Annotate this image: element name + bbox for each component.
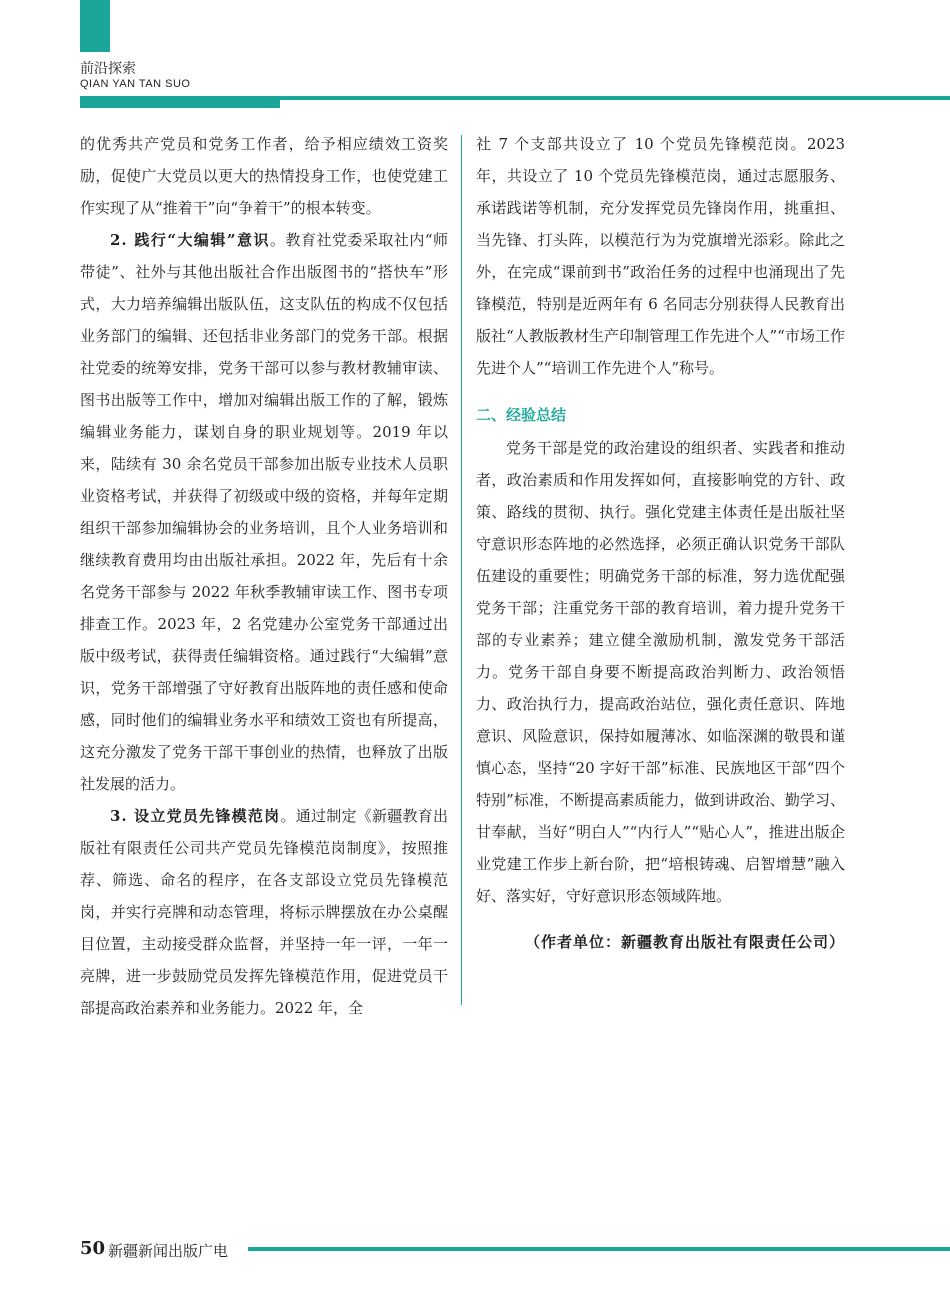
paragraph [80, 800, 448, 1024]
author-affiliation: （作者单位：新疆教育出版社有限责任公司） [524, 933, 845, 951]
paragraph: 社 7 个支部共设立了 10 个党员先锋模范岗。2023 年，共设立了 10 个党员先锋模范岗，通过志愿服务、承诺践诺等机制，充分发挥党员先锋岗作用，挑重担、当先锋、打头阵，以模范行为为党旗增光添彩。除此之外，在完成“课前到书”政治任务的过程中也涌现出了先锋模范，特别是近两年有 6 名同志分别获得人民教育出版社“人教版教材生产印制管理工作先进个人”“市场工作先进个人”“培训工作先进个人”称号。 [476, 135, 845, 377]
paragraph: 党务干部是党的政治建设的组织者、实践者和推动者，政治素质和作用发挥如何，直接影响党的方针、政策、路线的贯彻、执行。强化党建主体责任是出版社坚守意识形态阵地的必然选择，必须正确认识党务干部队伍建设的重要性；明确党务干部的标准，努力选优配强党务干部；注重党务干部的教育培训，着力提升党务干部的专业素养；建立健全激励机制，激发党务干部活力。党务干部自身要不断提高政治判断力、政治领悟力、政治执行力，提高政治站位，强化责任意识、阵地意识、风险意识，保持如履薄冰、如临深渊的敬畏和谨慎心态，坚持“20 字好干部”标准、民族地区干部“四个特别”标准，不断提高素质能力，做到讲政治、勤学习、甘奉献，当好“明白人”“内行人”“贴心人”，推进出版企业党建工作步上新台阶，把“培根铸魂、启智增慧”融入好、落实好，守好意识形态领域阵地。 [476, 439, 845, 905]
page-number: 50 [80, 1238, 106, 1259]
paragraph: 的优秀共产党员和党务工作者，给予相应绩效工资奖励，促使广大党员以更大的热情投身工作，也使党建工作实现了从“推着干”向“争着干”的根本转变。 [80, 135, 448, 217]
item-body: 。通过制定《新疆教育出版社有限责任公司共产党员先锋模范岗制度》，按照推荐、筛选、命名的程序，在各支部设立党员先锋模范岗，并实行亮牌和动态管理，将标示牌摆放在办公桌醒目位置，主动接受群众监督，并坚持一年一评，一年一亮牌，进一步鼓励党员发挥先锋模范作用，促进党员干部提高政治素养和业务能力。2022 年，全 [80, 807, 448, 1017]
paragraph [80, 224, 448, 800]
section-heading: 二、经验总结 [476, 406, 567, 424]
section-title-zh: 前沿探索 [80, 61, 136, 77]
item-body: 。教育社党委采取社内“师带徒”、社外与其他出版社合作出版图书的“搭快车”形式，大力培养编辑出版队伍，这支队伍的构成不仅包括业务部门的编辑、还包括非业务部门的党务干部。根据社党委的统筹安排，党务干部可以参与教材教辅审读、图书出版等工作中，增加对编辑出版工作的了解，锻炼编辑业务能力，谋划自身的职业规划等。2019 年以来，陆续有 30 余名党员干部参加出版专业技术人员职业资格考试，并获得了初级或中级的资格，并每年定期组织干部参加编辑协会的业务培训，且个人业务培训和继续教育费用均由出版社承担。2022 年，先后有十余名党务干部参与 2022 年秋季教辅审读工作、图书专项排查工作。2023 年，2 名党建办公室党务干部通过出版中级考试，获得责任编辑资格。通过践行“大编辑”意识，党务干部增强了守好教育出版阵地的责任感和使命感，同时他们的编辑业务水平和绩效工资也有所提高，这充分激发了党务干部干事创业的热情，也释放了出版社发展的活力。 [80, 231, 449, 793]
publication-name: 新疆新闻出版广电 [108, 1242, 229, 1260]
left-column [80, 128, 448, 1024]
right-column [476, 128, 845, 958]
section-title-en: QIAN YAN TAN SUO [80, 78, 191, 90]
footer-rule [248, 1247, 950, 1251]
item-heading: 2. 践行“大编辑”意识 [110, 231, 270, 249]
header-accent-block [80, 0, 110, 52]
header-accent-bar [80, 100, 280, 108]
column-divider [461, 135, 462, 1005]
item-heading: 3. 设立党员先锋模范岗 [110, 807, 281, 825]
